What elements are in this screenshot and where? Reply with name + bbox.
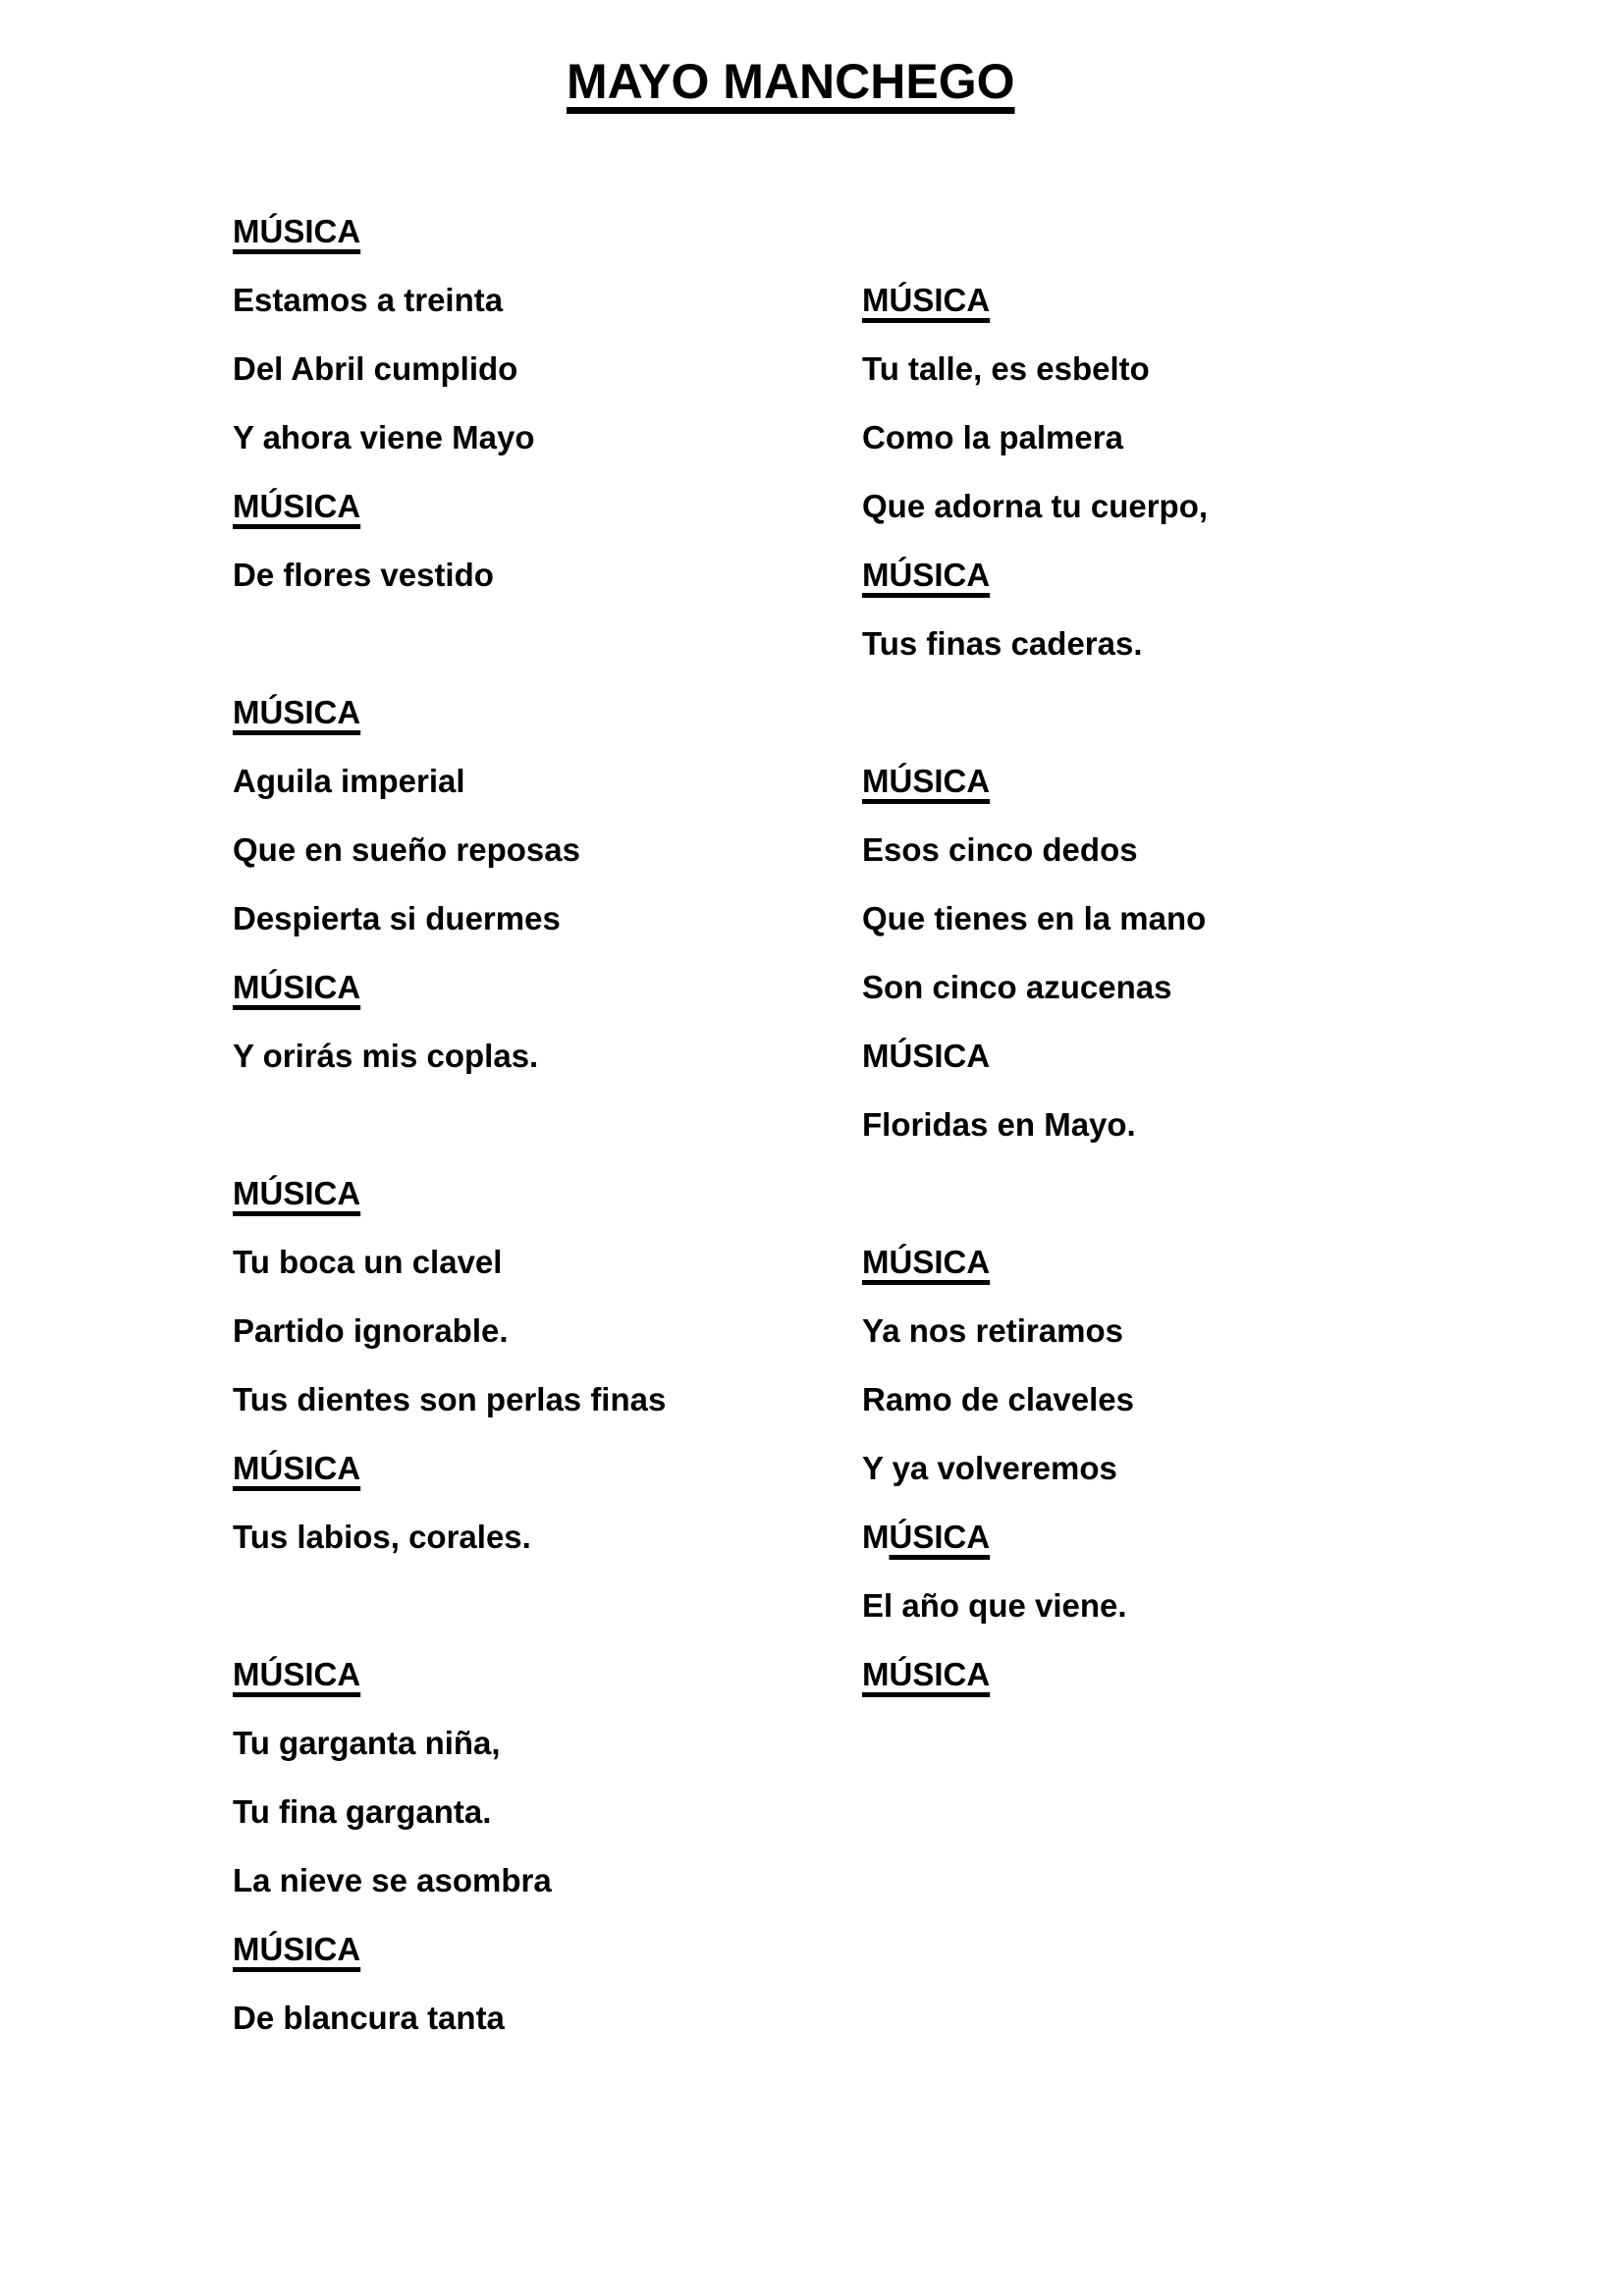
lyric-line: De flores vestido <box>233 557 494 593</box>
heading-text: MÚSICA <box>233 213 361 249</box>
lyric-line: Tu fina garganta. <box>233 1793 492 1830</box>
heading-text: M <box>862 1519 890 1555</box>
musica-heading <box>233 1655 666 1724</box>
musica-heading <box>862 556 1208 624</box>
lyric-line: Tu boca un clavel <box>233 1244 503 1280</box>
lyric-line: Esos cinco dedos <box>862 831 1138 868</box>
blank-line <box>862 693 1208 762</box>
musica-heading <box>862 281 1208 349</box>
lyric-line: El año que viene. <box>862 1587 1127 1624</box>
lyric-line: Estamos a treinta <box>233 282 504 318</box>
blank-line <box>233 1105 666 1174</box>
heading-text: MÚSICA <box>862 282 991 318</box>
heading-text: MÚSICA <box>233 969 361 1005</box>
musica-heading <box>233 968 666 1037</box>
lyrics-column-left <box>233 212 666 2067</box>
lyric-line: Floridas en Mayo. <box>862 1106 1136 1143</box>
heading-text: MÚSICA <box>862 557 991 593</box>
lyric-line: Y orirás mis coplas. <box>233 1038 539 1074</box>
lyric-line: Y ahora viene Mayo <box>233 419 535 455</box>
lyric-line: Ya nos retiramos <box>862 1312 1123 1349</box>
lyric-line: Y ya volveremos <box>862 1450 1117 1486</box>
heading-text: MÚSICA <box>862 1656 991 1692</box>
lyric-line: La nieve se asombra <box>233 1862 552 1898</box>
musica-heading <box>233 487 666 556</box>
lyric-line: De blancura tanta <box>233 2000 505 2036</box>
heading-text: MÚSICA <box>233 488 361 524</box>
musica-heading <box>862 1518 1208 1586</box>
blank-line <box>233 624 666 693</box>
musica-heading <box>233 1449 666 1518</box>
blank-line <box>862 1174 1208 1243</box>
musica-heading <box>862 1655 1208 1724</box>
lyric-line: Tu talle, es esbelto <box>862 350 1150 387</box>
lyric-line: Son cinco azucenas <box>862 969 1172 1005</box>
lyrics-column-right <box>862 281 1208 1724</box>
lyric-line: Tus finas caderas. <box>862 625 1143 662</box>
heading-text: MÚSICA <box>233 1656 361 1692</box>
lyric-line: Aguila imperial <box>233 763 465 799</box>
musica-heading <box>233 1930 666 1999</box>
heading-text: MÚSICA <box>233 1450 361 1486</box>
heading-text: MÚSICA <box>862 1244 991 1280</box>
lyric-line: Partido ignorable. <box>233 1312 509 1349</box>
lyric-line: Tus labios, corales. <box>233 1519 531 1555</box>
heading-text-underlined: ÚSICA <box>889 1519 991 1555</box>
heading-text: MÚSICA <box>233 1175 361 1211</box>
lyric-line: Que en sueño reposas <box>233 831 580 868</box>
heading-text: MÚSICA <box>862 763 991 799</box>
lyric-line: Ramo de claveles <box>862 1381 1134 1417</box>
blank-line <box>233 1586 666 1655</box>
lyric-line: Que adorna tu cuerpo, <box>862 488 1209 524</box>
heading-text: MÚSICA <box>233 1931 361 1967</box>
musica-heading <box>862 762 1208 830</box>
page-title: MAYO MANCHEGO <box>567 54 1015 109</box>
lyric-line: Tus dientes son perlas finas <box>233 1381 667 1417</box>
musica-heading <box>862 1243 1208 1311</box>
heading-text: MÚSICA <box>233 694 361 730</box>
musica-heading <box>862 1037 1208 1105</box>
musica-heading <box>233 1174 666 1243</box>
heading-text: MÚSICA <box>862 1038 991 1074</box>
lyric-line: Como la palmera <box>862 419 1123 455</box>
lyric-line: Que tienes en la mano <box>862 900 1207 936</box>
musica-heading <box>233 212 666 281</box>
lyric-line: Despierta si duermes <box>233 900 561 936</box>
lyric-line: Tu garganta niña, <box>233 1725 501 1761</box>
lyric-line: Del Abril cumplido <box>233 350 518 387</box>
musica-heading <box>233 693 666 762</box>
